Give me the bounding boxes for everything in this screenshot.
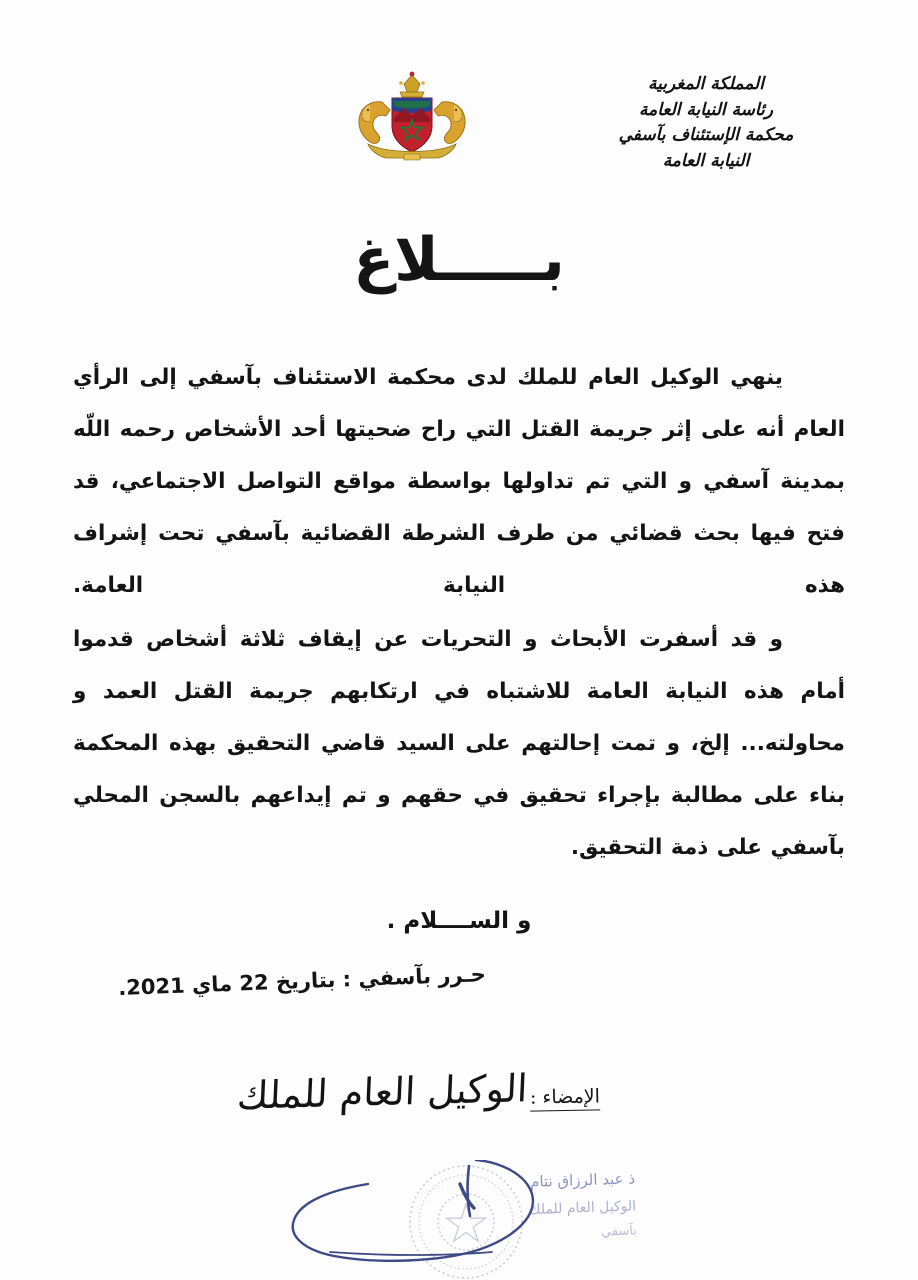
moroccan-coat-of-arms-icon: [346, 70, 478, 170]
closing-container: [0, 908, 918, 934]
header-line-kingdom: المملكة المغربية: [648, 74, 764, 94]
document-header: [0, 62, 918, 187]
title-container: [0, 225, 918, 295]
stamp-line-name: ذ عبد الرزاق نتام: [529, 1169, 636, 1192]
page-title: بـــــلاغ: [353, 225, 565, 295]
stamp-line-title: الوكيل العام للملك: [528, 1197, 637, 1218]
signatory-title: الوكيل العام للملك: [236, 1066, 529, 1118]
body-paragraph-1: ينهي الوكيل العام للملك لدى محكمة الاستئناف بآسفي إلى الرأي العام أنه على إثر جريمة القتل التي راح ضحيتها أحد الأشخاص رحمه اللّه بمدينة آسفي و التي تم تداولها بواسطة مواقع التواصل الاجتماعي، قد فتح فيها بحث قضائي من طرف الشرطة القضائية بآسفي تحت إشراف هذه النيابة العامة.: [73, 365, 845, 598]
issue-date: حـرر بآسفي : بتاريخ 22 ماي 2021.: [117, 962, 487, 1001]
body-paragraph-2: و قد أسفرت الأبحاث و التحريات عن إيقاف ثلاثة أشخاص قدموا أمام هذه النيابة العامة للاشتباه في ارتكابهم جريمة القتل العمد و محاولته... إلخ، و تمت إحالتهم على السيد قاضي التحقيق بهذه المحكمة بناء على مطالبة بإجراء تحقيق في حقهم و تم إيداعهم بالسجن المحلي بآسفي على ذمة التحقيق.: [73, 627, 845, 860]
official-stamp: [270, 1160, 640, 1280]
handwritten-signature: [264, 1160, 634, 1280]
document-body: [73, 352, 845, 876]
signature-label: الإمضاء :: [530, 1085, 600, 1111]
header-authority-block: [556, 72, 856, 174]
header-line-presidency: رئاسة النيابة العامة: [638, 99, 773, 120]
header-line-court: محكمة الإستئناف بآسفي: [618, 125, 794, 145]
date-container: [118, 962, 486, 1000]
header-line-prosecution: النيابة العامة: [662, 150, 750, 171]
stamp-line-city: بآسفي: [600, 1223, 638, 1240]
closing-salutation: و الســــلام .: [386, 908, 532, 934]
